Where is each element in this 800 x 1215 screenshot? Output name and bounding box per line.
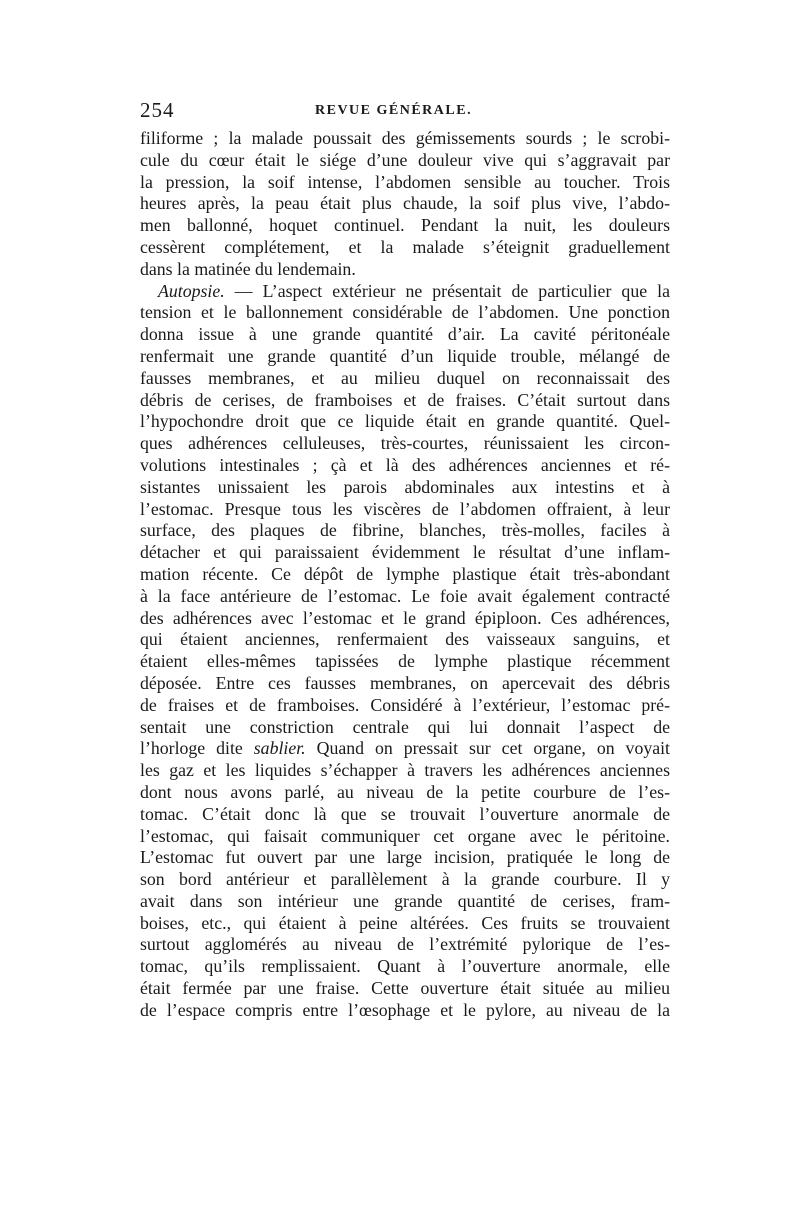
text-line: débris de cerises, de framboises et de fraises. C’était surtout dans [140,389,670,410]
text-line: surface, des plaques de fibrine, blanches, très-molles, faciles à [140,520,670,541]
text-line: l’horloge dite sablier. Quand on pressait sur cet organe, on voyait [140,738,670,759]
text-line: fausses membranes, et au milieu duquel on reconnaissait des [140,367,670,388]
text-line: tension et le ballonnement considérable de l’abdomen. Une ponction [140,302,670,323]
running-title: REVUE GÉNÉRALE. [315,103,473,118]
text-line: cule du cœur était le siége d’une douleur vive qui s’aggravait par [140,149,670,170]
text-line: étaient elles-mêmes tapissées de lymphe plastique récemment [140,651,670,672]
text-line: son bord antérieur et parallèlement à la grande courbure. Il y [140,869,670,890]
text-line: filiforme ; la malade poussait des gémissements sourds ; le scrobi- [140,128,670,148]
text-line: men ballonné, hoquet continuel. Pendant la nuit, les douleurs [140,215,670,236]
page-number: 254 [140,98,175,122]
text-line: heures après, la peau était plus chaude, la soif plus vive, l’abdo- [140,193,670,214]
text-line: L’estomac fut ouvert par une large incision, pratiquée le long de [140,847,670,868]
text-line: la pression, la soif intense, l’abdomen sensible au toucher. Trois [140,171,670,192]
text-line: détacher et qui paraissaient évidemment le résultat d’une inflam- [140,542,670,563]
text-line: sentait une constriction centrale qui lui donnait l’aspect de [140,716,670,737]
text-line: boises, etc., qui étaient à peine altérées. Ces fruits se trouvaient [140,912,670,933]
italic-term: sablier. [253,738,306,759]
text-line: déposée. Entre ces fausses membranes, on apercevait des débris [140,672,670,693]
text-line: renfermait une grande quantité d’un liquide trouble, mélangé de [140,345,670,366]
text-line: de fraises et de framboises. Considéré à l’extérieur, l’estomac pré- [140,694,670,715]
text-line: cessèrent complétement, et la malade s’éteignit graduellement [140,236,670,257]
text-line: les gaz et les liquides s’échapper à travers les adhérences anciennes [140,760,670,781]
text-line: l’hypochondre droit que ce liquide était en grande quantité. Quel- [140,411,670,432]
text-line: l’estomac. Presque tous les viscères de l’abdomen offraient, à leur [140,498,670,519]
text-line: de l’espace compris entre l’œsophage et le pylore, au niveau de la [140,999,670,1020]
text-line: tomac. C’était donc là que se trouvait l’ouverture anormale de [140,803,670,824]
text-line: dont nous avons parlé, au niveau de la petite courbure de l’es- [140,781,670,802]
text-line: était fermée par une fraise. Cette ouverture était située au milieu [140,978,670,999]
text-line: tomac, qu’ils remplissaient. Quant à l’ouverture anormale, elle [140,956,670,977]
italic-term: Autopsie. [158,280,225,301]
text-line: qui étaient anciennes, renfermaient des vaisseaux sanguins, et [140,629,670,650]
text-line: dans la matinée du lendemain. [140,258,356,279]
body-text [140,128,670,1022]
text-line: sistantes unissaient les parois abdominales aux intestins et à [140,476,670,497]
text-line: à la face antérieure de l’estomac. Le foie avait également contracté [140,585,670,606]
page-header [140,98,670,126]
text-line: mation récente. Ce dépôt de lymphe plastique était très-abondant [140,563,670,584]
text-line: ques adhérences celluleuses, très-courtes, réunissaient les circon- [140,433,670,454]
text-line: volutions intestinales ; çà et là des adhérences anciennes et ré- [140,454,670,475]
text-line: des adhérences avec l’estomac et le grand épiploon. Ces adhérences, [140,607,670,628]
text-line: l’estomac, qui faisait communiquer cet organe avec le péritoine. [140,825,670,846]
text-line: Autopsie. — L’aspect extérieur ne présentait de particulier que la [158,280,670,301]
text-line: surtout agglomérés au niveau de l’extrémité pylorique de l’es- [140,934,670,955]
text-line: avait dans son intérieur une grande quantité de cerises, fram- [140,890,670,911]
text-line: donna issue à une grande quantité d’air. La cavité péritonéale [140,324,670,345]
